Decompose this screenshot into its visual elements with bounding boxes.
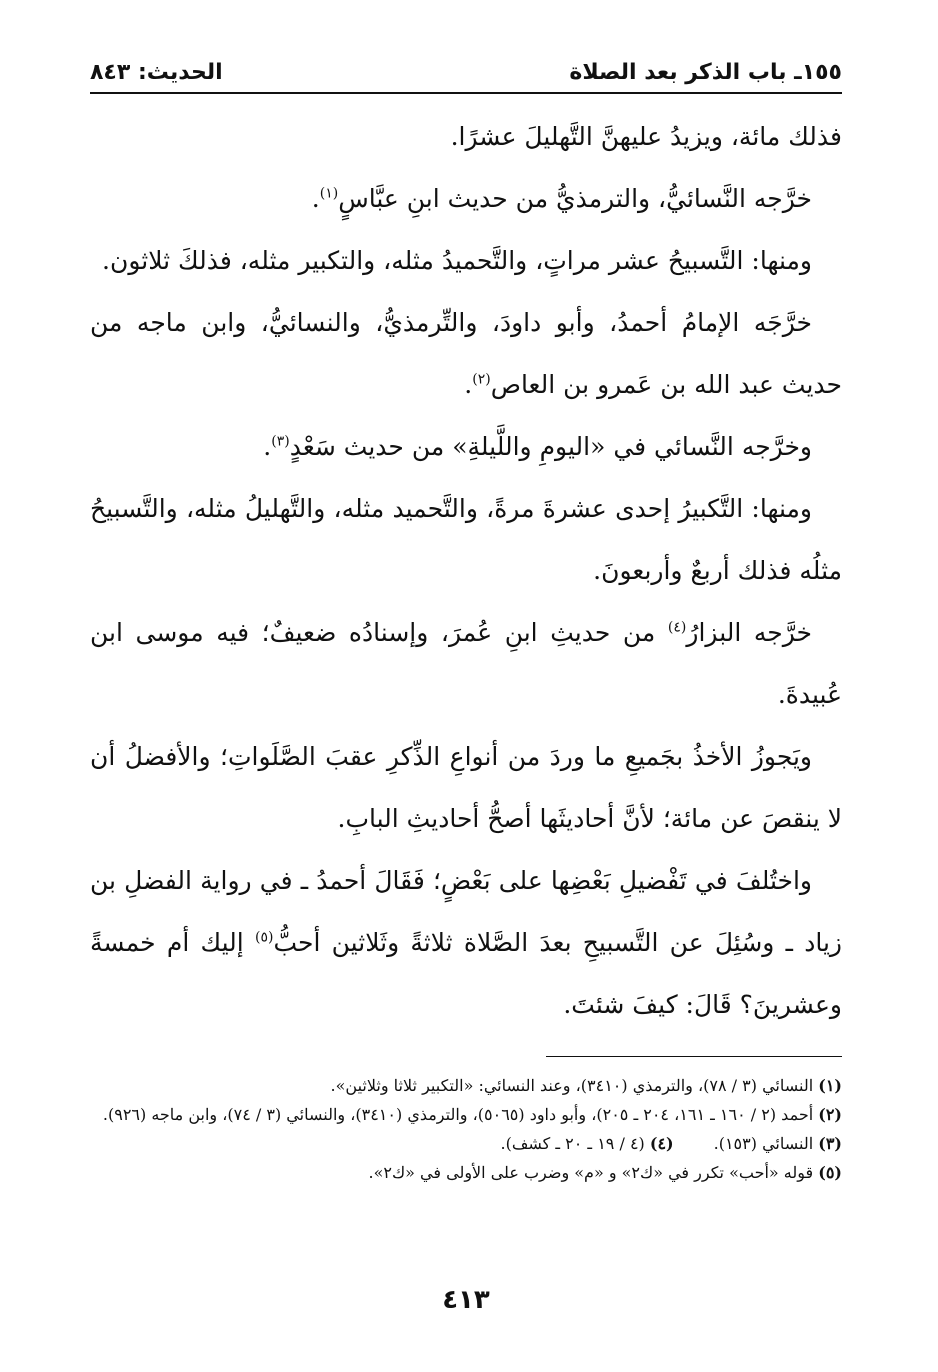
paragraph: واختُلفَ في تَفْضيلِ بَعْضِها على بَعْضٍ؛ فَقَالَ أحمدُ ـ في رواية الفضلِ بن زياد ـ وسُئِلَ عن التَّسبيحِ بعدَ الصَّلاة ثلاثةً وثَلاثين أحبُّ$^{(٥)}$ إليك أم خمسةً وعشرينَ؟ قَالَ: كيفَ شئتَ. <box>90 866 842 1019</box>
footnote: (٤) (٤ / ١٩ ـ ٢٠ ـ كشف). <box>500 1134 674 1153</box>
paragraph: خرَّجه النَّسائيُّ، والترمذيُّ من حديث ابنِ عبَّاسٍ$^{(١)}$. <box>311 184 812 213</box>
page-number: ٤١٣ <box>442 1285 490 1315</box>
paragraph: ومنها: التَّسبيحُ عشر مراتٍ، والتَّحميدُ مثله، والتكبير مثله، فذلكَ ثلاثون. <box>102 246 812 275</box>
footnote-ref[interactable]: (١) <box>319 185 339 202</box>
footnote: (١) النسائي (٣ / ٧٨)، والترمذي (٣٤١٠)، وعند النسائي: «التكبير ثلاثا وثلاثين». <box>330 1076 842 1095</box>
footnote-ref[interactable]: (٤) <box>667 619 687 636</box>
footnote: (٢) أحمد (٢ / ١٦٠ ـ ١٦١، ٢٠٤ ـ ٢٠٥)، وأبو داود (٥٠٦٥)، والترمذي (٣٤١٠)، والنسائي (٣ / ٧٤)، وابن ماجه (٩٢٦). <box>102 1105 842 1124</box>
page <box>90 52 842 1342</box>
footnote: (٣) النسائي (١٥٣). <box>713 1134 842 1153</box>
paragraph: خرَّجَه الإمامُ أحمدُ، وأبو داودَ، والتِّرمذيُّ، والنسائيُّ، وابن ماجه من حديث عبد الله بن عَمرو بن العاص$^{(٢)}$. <box>90 308 842 399</box>
footnotes <box>90 1071 842 1187</box>
paragraph: ومنها: التَّكبيرُ إحدى عشرةَ مرةً، والتَّحميد مثله، والتَّهليلُ مثله، والتَّسبيحُ مثلُه فذلك أربعٌ وأربعونَ. <box>90 494 842 585</box>
paragraph: فذلك مائة، ويزيدُ عليهنَّ التَّهليلَ عشرًا. <box>450 122 842 151</box>
chapter-title: ١٥٥ـ باب الذكر بعد الصلاة <box>569 60 842 85</box>
paragraph: ويَجوزُ الأخذُ بجَميعِ ما وردَ من أنواعِ الذِّكرِ عقبَ الصَّلَواتِ؛ والأفضلُ أن لا ينقصَ عن مائة؛ لأنَّ أحاديثَها أصحُّ أحاديثِ البابِ. <box>90 742 842 833</box>
footnote-pair <box>90 1129 842 1158</box>
footnote-ref[interactable]: (٢) <box>472 371 491 388</box>
running-header <box>90 52 842 94</box>
paragraph: وخرَّجه النَّسائي في «اليومِ واللَّيلةِ» من حديث سَعْدٍ$^{(٣)}$. <box>263 432 812 461</box>
main-text <box>90 106 842 1036</box>
footnote-divider <box>546 1056 842 1057</box>
footnote: (٥) قوله «أحب» تكرر في «ك٢» و «م» وضرب على الأولى في «ك٢». <box>368 1163 842 1182</box>
hadith-number: الحديث: ٨٤٣ <box>90 60 223 85</box>
footnote-ref[interactable]: (٥) <box>254 929 274 946</box>
paragraph: خرَّجه البزارُ$^{(٤)}$ من حديثِ ابنِ عُمرَ، وإسنادُه ضعيفٌ؛ فيه موسى ابن عُبيدةَ. <box>90 618 842 709</box>
footnote-ref[interactable]: (٣) <box>271 433 290 450</box>
